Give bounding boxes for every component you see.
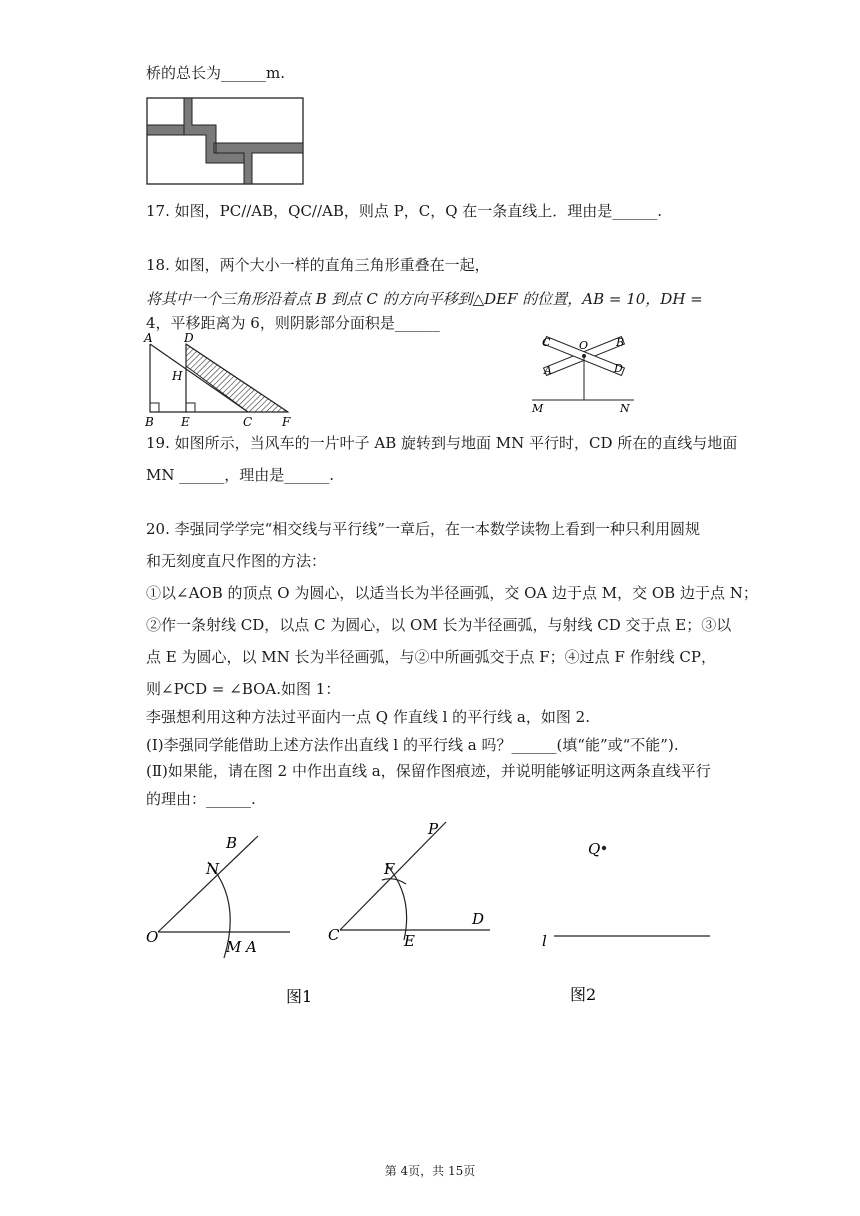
label-A: A xyxy=(144,331,153,345)
label-P: P xyxy=(428,820,439,838)
label-D: D xyxy=(614,362,623,375)
q18-line1: 18. 如图，两个大小一样的直角三角形重叠在一起， xyxy=(146,256,490,274)
right-angle-E xyxy=(186,403,195,412)
point-Q xyxy=(602,846,606,850)
caption-fig2: 图2 xyxy=(570,985,597,1004)
label-H: H xyxy=(172,369,183,383)
label-B: B xyxy=(226,834,238,852)
q20-line2: 和无刻度直尺作图的方法： xyxy=(146,552,327,570)
label-D: D xyxy=(184,331,194,345)
page-footer: 第 4页，共 15页 xyxy=(384,1164,476,1178)
label-C: C xyxy=(243,415,253,429)
q20-line10: 的理由：______. xyxy=(146,790,256,808)
q18-triangle-figure xyxy=(140,331,300,429)
label-l: l xyxy=(542,932,547,950)
label-N: N xyxy=(206,860,220,878)
right-angle-B xyxy=(150,403,159,412)
q18-line2: 将其中一个三角形沿着点 B 到点 C 的方向平移到△DEF 的位置，AB = 10，DH = xyxy=(146,290,703,308)
q17-text: 17. 如图，PC//AB，QC//AB，则点 P，C，Q 在一条直线上．理由是______. xyxy=(146,202,663,220)
label-E: E xyxy=(404,932,415,950)
ray-OB xyxy=(158,836,258,932)
q20-line7: 李强想利用这种方法过平面内一点 Q 作直线 l 的平行线 a，如图 2. xyxy=(146,708,590,726)
river-frame xyxy=(147,98,303,184)
q20-figure2 xyxy=(538,830,718,1008)
q16-bridge-figure xyxy=(146,97,306,187)
label-D: D xyxy=(472,910,485,928)
q20-line8: (Ⅰ)李强同学能借助上述方法作出直线 l 的平行线 a 吗？______(填“能”或“不能”). xyxy=(146,736,679,754)
label-O: O xyxy=(579,339,589,352)
label-Q: Q xyxy=(588,840,601,858)
q20-line9: (Ⅱ)如果能，请在图 2 中作出直线 a，保留作图痕迹，并说明能够证明这两条直线平行 xyxy=(146,762,711,780)
label-N: N xyxy=(620,402,630,415)
q16-text: 桥的总长为______m. xyxy=(146,64,285,82)
q20-figure1 xyxy=(146,824,313,1006)
label-F: F xyxy=(384,860,395,878)
q20-line3: ①以∠AOB 的顶点 O 为圆心，以适当长为半径画弧，交 OA 边于点 M，交 OB 边于点 N； xyxy=(146,584,758,602)
q19-line2: MN ______，理由是______. xyxy=(146,466,335,484)
label-C: C xyxy=(542,336,551,349)
label-F: F xyxy=(282,415,291,429)
q19-windmill-figure xyxy=(528,334,638,416)
label-C: C xyxy=(328,926,340,944)
q20-line1: 20. 李强同学学完“相交线与平行线”一章后，在一本数学读物上看到一种只利用圆规 xyxy=(146,520,700,538)
caption-fig1: 图1 xyxy=(286,987,313,1006)
label-B: B xyxy=(616,336,625,349)
label-A: A xyxy=(544,364,552,377)
label-O: O xyxy=(146,928,159,946)
q20-line4: ②作一条射线 CD，以点 C 为圆心，以 OM 长为半径画弧，与射线 CD 交于点 E；③以 xyxy=(146,616,732,634)
q20-line6: 则∠PCD = ∠BOA.如图 1： xyxy=(146,680,341,698)
label-E: E xyxy=(181,415,190,429)
label-M: M xyxy=(226,938,242,956)
q20-figure-middle xyxy=(326,812,496,952)
q20-line5: 点 E 为圆心，以 MN 长为半径画弧，与②中所画弧交于点 F；④过点 F 作射线 CP， xyxy=(146,648,716,666)
q19-line1: 19. 如图所示，当风车的一片叶子 AB 旋转到与地面 MN 平行时，CD 所在的直线与地面 xyxy=(146,434,738,452)
label-A: A xyxy=(246,938,257,956)
label-B: B xyxy=(145,415,154,429)
q18-line3: 4，平移距离为 6，则阴影部分面积是______ xyxy=(146,314,440,332)
label-M: M xyxy=(532,402,544,415)
